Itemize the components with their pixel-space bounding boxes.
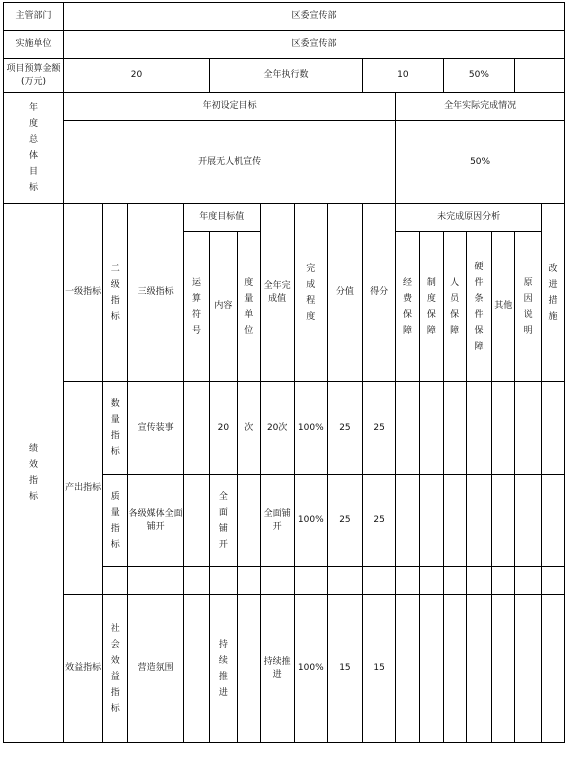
row-reason-note xyxy=(515,382,542,475)
col-unit: 度量单位 xyxy=(237,232,260,382)
row-level3: 营造氛围 xyxy=(128,595,184,743)
row-score: 25 xyxy=(327,382,362,475)
row-score: 25 xyxy=(327,475,362,567)
col-hardware: 硬件条件保障 xyxy=(466,232,492,382)
row-operator xyxy=(184,475,210,567)
row-done xyxy=(260,567,294,595)
row-content xyxy=(209,567,237,595)
row-funds xyxy=(396,567,420,595)
empty-cell xyxy=(515,59,565,93)
row-points xyxy=(363,567,396,595)
dept-label: 主管部门 xyxy=(4,3,64,31)
row-points: 25 xyxy=(363,475,396,567)
row-done: 20次 xyxy=(260,382,294,475)
exec-label: 全年执行数 xyxy=(209,59,362,93)
col-operator: 运算符号 xyxy=(184,232,210,382)
row-degree: 100% xyxy=(294,382,327,475)
exec-value: 10 xyxy=(363,59,444,93)
row-done: 全面铺开 xyxy=(260,475,294,567)
row-staff xyxy=(443,382,466,475)
performance-table xyxy=(3,2,565,743)
row-improve xyxy=(542,475,565,567)
row-hardware xyxy=(466,475,492,567)
row-degree xyxy=(294,567,327,595)
row-staff xyxy=(443,595,466,743)
row-content: 全面铺开 xyxy=(209,475,237,567)
row-other xyxy=(492,567,515,595)
group-annual: 年度目标值 xyxy=(184,204,261,232)
row-unit xyxy=(237,567,260,595)
goals-actual-value: 50% xyxy=(396,121,565,204)
row-other xyxy=(492,595,515,743)
row-unit xyxy=(237,475,260,567)
row-funds xyxy=(396,382,420,475)
row-staff xyxy=(443,567,466,595)
row-reason-note xyxy=(515,595,542,743)
output-label: 产出指标 xyxy=(64,382,103,595)
col-score: 分值 xyxy=(327,204,362,382)
impl-label: 实施单位 xyxy=(4,31,64,59)
row-level2: 社会效益指标 xyxy=(103,595,128,743)
dept-value: 区委宣传部 xyxy=(64,3,565,31)
col-level2: 二级指标 xyxy=(103,204,128,382)
row-system xyxy=(419,567,443,595)
indicators-side-label: 绩效指标 xyxy=(4,204,64,743)
row-score: 15 xyxy=(327,595,362,743)
row-operator xyxy=(184,595,210,743)
row-operator xyxy=(184,382,210,475)
row-funds xyxy=(396,475,420,567)
col-level1: 一级指标 xyxy=(64,204,103,382)
col-improve: 改进措施 xyxy=(542,204,565,382)
row-level3 xyxy=(128,567,184,595)
exec-rate: 50% xyxy=(443,59,514,93)
group-reasons: 未完成原因分析 xyxy=(396,204,542,232)
col-other: 其他 xyxy=(492,232,515,382)
row-level3: 宣传装事 xyxy=(128,382,184,475)
row-hardware xyxy=(466,382,492,475)
row-level2 xyxy=(103,567,128,595)
col-content: 内容 xyxy=(209,232,237,382)
row-system xyxy=(419,595,443,743)
row-improve xyxy=(542,595,565,743)
col-funds: 经费保障 xyxy=(396,232,420,382)
row-reason-note xyxy=(515,567,542,595)
col-staff: 人员保障 xyxy=(443,232,466,382)
impl-value: 区委宣传部 xyxy=(64,31,565,59)
col-system: 制度保障 xyxy=(419,232,443,382)
budget-value: 20 xyxy=(64,59,210,93)
row-improve xyxy=(542,382,565,475)
row-hardware xyxy=(466,595,492,743)
row-level2: 质量指标 xyxy=(103,475,128,567)
row-unit: 次 xyxy=(237,382,260,475)
col-points: 得分 xyxy=(363,204,396,382)
goals-initial-value: 开展无人机宣传 xyxy=(64,121,396,204)
row-staff xyxy=(443,475,466,567)
goals-actual-header: 全年实际完成情况 xyxy=(396,93,565,121)
col-annual-done: 全年完成值 xyxy=(260,204,294,382)
row-reason-note xyxy=(515,475,542,567)
row-level3: 各级媒体全面铺开 xyxy=(128,475,184,567)
row-degree: 100% xyxy=(294,475,327,567)
col-reason-note: 原因说明 xyxy=(515,232,542,382)
row-score xyxy=(327,567,362,595)
row-operator xyxy=(184,567,210,595)
col-degree: 完成程度 xyxy=(294,204,327,382)
benefit-label: 效益指标 xyxy=(64,595,103,743)
row-content: 20 xyxy=(209,382,237,475)
row-content: 持续推进 xyxy=(209,595,237,743)
row-degree: 100% xyxy=(294,595,327,743)
row-improve xyxy=(542,567,565,595)
row-points: 25 xyxy=(363,382,396,475)
budget-label: 项目预算金额 (万元) xyxy=(4,59,64,93)
row-other xyxy=(492,475,515,567)
row-points: 15 xyxy=(363,595,396,743)
row-funds xyxy=(396,595,420,743)
row-hardware xyxy=(466,567,492,595)
goals-initial-header: 年初设定目标 xyxy=(64,93,396,121)
row-other xyxy=(492,382,515,475)
goals-side-label: 年度总体目标 xyxy=(4,93,64,204)
row-unit xyxy=(237,595,260,743)
row-level2: 数量指标 xyxy=(103,382,128,475)
col-level3: 三级指标 xyxy=(128,204,184,382)
row-system xyxy=(419,475,443,567)
row-system xyxy=(419,382,443,475)
row-done: 持续推进 xyxy=(260,595,294,743)
